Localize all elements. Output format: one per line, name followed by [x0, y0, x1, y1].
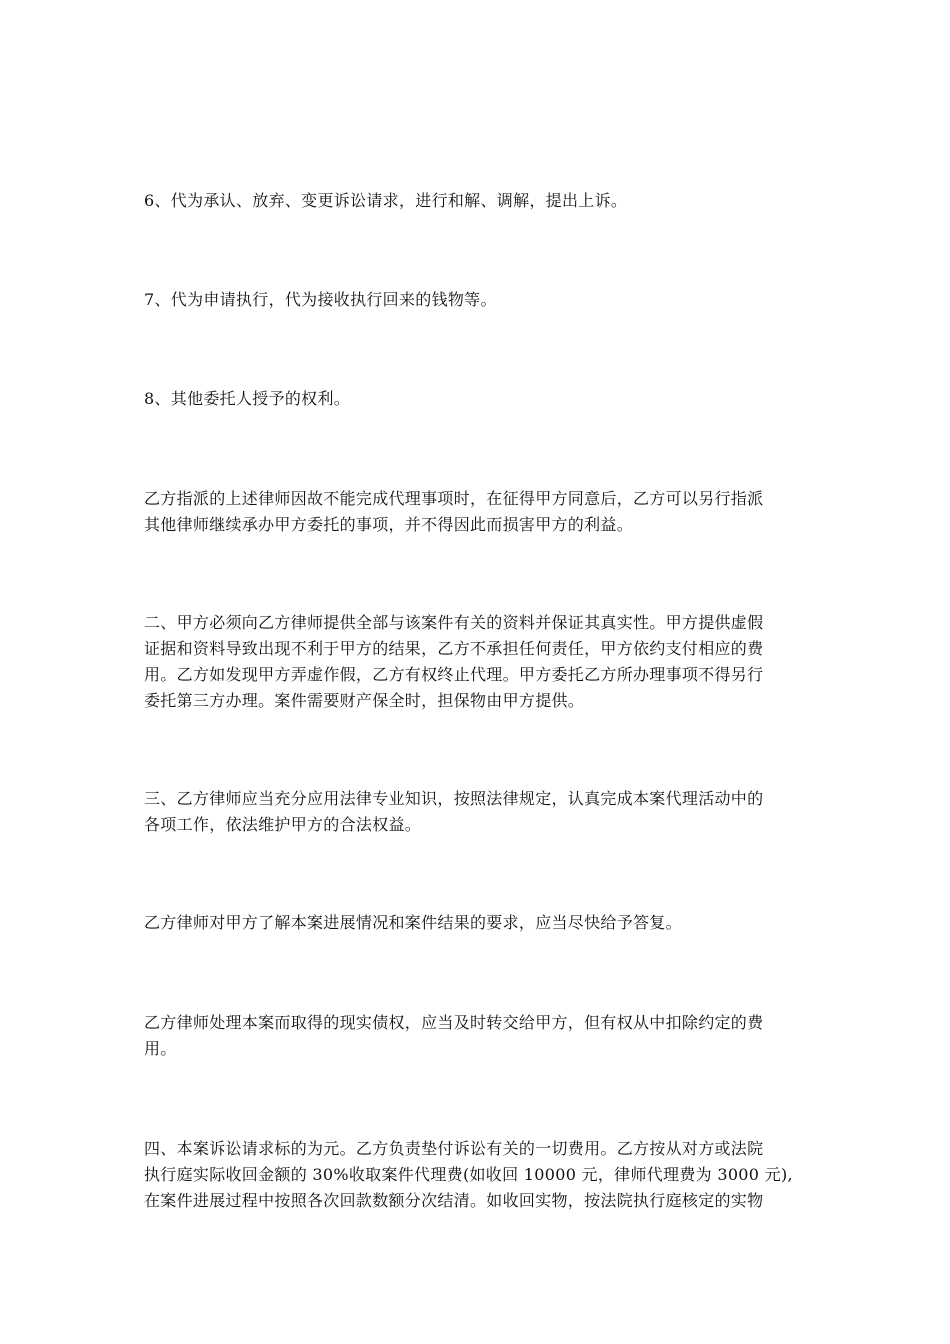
section-four-line-2: 执行庭实际收回金额的 30%收取案件代理费(如收回 10000 元，律师代理费为 3000 元),: [144, 1165, 793, 1184]
section-four-paragraph: [144, 1136, 808, 1214]
substitute-lawyer-line-2: 其他律师继续承办甲方委托的事项，并不得因此而损害甲方的利益。: [144, 515, 634, 534]
clause-7: [144, 287, 808, 313]
section-two-paragraph: [144, 610, 808, 714]
reply-obligation-paragraph: [144, 910, 808, 936]
section-two-line-3: 用。乙方如发现甲方弄虚作假，乙方有权终止代理。甲方委托乙方所办理事项不得另行: [144, 665, 764, 684]
section-two-line-2: 证据和资料导致出现不利于甲方的结果，乙方不承担任何责任，甲方依约支付相应的费: [144, 639, 764, 658]
clause-8-line-1: 8、其他委托人授予的权利。: [144, 389, 351, 408]
clause-6: [144, 188, 808, 214]
clause-8: [144, 386, 808, 412]
debt-transfer-paragraph: [144, 1010, 808, 1062]
section-three-line-2: 各项工作，依法维护甲方的合法权益。: [144, 815, 422, 834]
substitute-lawyer-line-1: 乙方指派的上述律师因故不能完成代理事项时，在征得甲方同意后，乙方可以另行指派: [144, 489, 764, 508]
section-four-line-3: 在案件进展过程中按照各次回款数额分次结清。如收回实物，按法院执行庭核定的实物: [144, 1191, 764, 1210]
section-two-line-1: 二、甲方必须向乙方律师提供全部与该案件有关的资料并保证其真实性。甲方提供虚假: [144, 613, 764, 632]
clause-6-line-1: 6、代为承认、放弃、变更诉讼请求，进行和解、调解，提出上诉。: [144, 191, 628, 210]
debt-transfer-line-2: 用。: [144, 1039, 177, 1058]
clause-7-line-1: 7、代为申请执行，代为接收执行回来的钱物等。: [144, 290, 497, 309]
reply-obligation-line-1: 乙方律师对甲方了解本案进展情况和案件结果的要求，应当尽快给予答复。: [144, 913, 682, 932]
section-three-line-1: 三、乙方律师应当充分应用法律专业知识，按照法律规定，认真完成本案代理活动中的: [144, 789, 764, 808]
debt-transfer-line-1: 乙方律师处理本案而取得的现实债权，应当及时转交给甲方，但有权从中扣除约定的费: [144, 1013, 764, 1032]
section-four-line-1: 四、本案诉讼请求标的为元。乙方负责垫付诉讼有关的一切费用。乙方按从对方或法院: [144, 1139, 764, 1158]
substitute-lawyer-paragraph: [144, 486, 808, 538]
section-three-paragraph: [144, 786, 808, 838]
section-two-line-4: 委托第三方办理。案件需要财产保全时，担保物由甲方提供。: [144, 691, 585, 710]
